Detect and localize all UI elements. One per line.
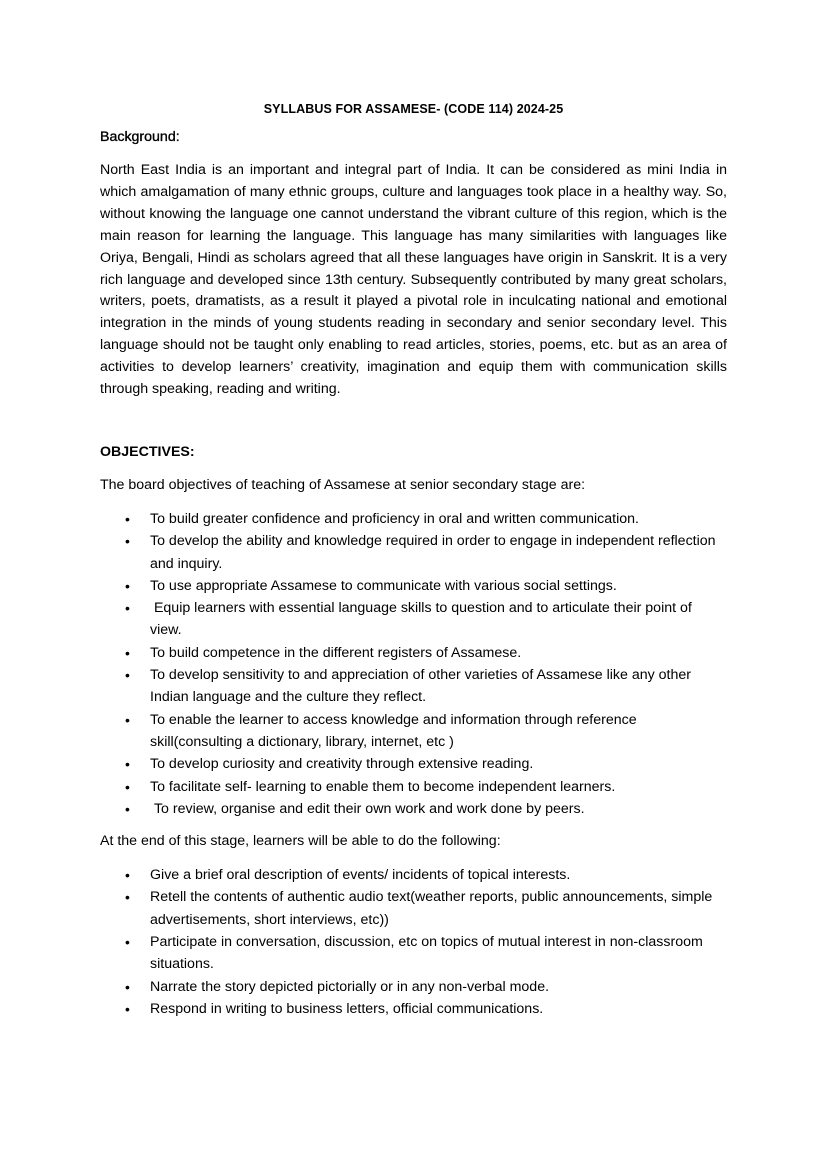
objective-item xyxy=(100,798,727,820)
bullet-icon: • xyxy=(125,600,130,617)
outcomes-intro: At the end of this stage, learners will be able to do the following: xyxy=(100,833,501,850)
bullet-icon: • xyxy=(125,889,130,906)
outcome-item xyxy=(100,931,727,976)
objective-text: To develop sensitivity to and appreciation of other varieties of Assamese like any other Indian language and the culture they reflect. xyxy=(150,667,692,706)
outcome-item xyxy=(100,886,727,931)
objective-text: To enable the learner to access knowledge and information through reference skill(consulting a dictionary, library, internet, etc ) xyxy=(150,711,637,750)
objective-text: To review, organise and edit their own work and work done by peers. xyxy=(150,800,585,817)
outcome-text: Retell the contents of authentic audio text(weather reports, public announcements, simple advertisements, short interviews, etc)) xyxy=(150,889,713,928)
outcome-text: Narrate the story depicted pictorially or in any non-verbal mode. xyxy=(150,978,550,995)
bullet-icon: • xyxy=(125,867,130,884)
objective-text: To build competence in the different registers of Assamese. xyxy=(150,644,522,661)
background-heading: Background: xyxy=(100,129,180,145)
bullet-icon: • xyxy=(125,978,130,995)
objective-item xyxy=(100,753,727,775)
bullet-icon: • xyxy=(125,800,130,817)
objective-text: To develop curiosity and creativity through extensive reading. xyxy=(150,756,534,773)
objective-item xyxy=(100,664,727,709)
objective-item xyxy=(100,575,727,597)
bullet-icon: • xyxy=(125,1000,130,1017)
objectives-heading: OBJECTIVES: xyxy=(100,443,195,460)
objective-text: To develop the ability and knowledge required in order to engage in independent reflection and inquiry. xyxy=(150,533,716,572)
outcomes-list xyxy=(100,864,727,1020)
document-title: SYLLABUS FOR ASSAMESE- (CODE 114) 2024-25 xyxy=(263,102,564,116)
objective-item xyxy=(100,508,727,530)
bullet-icon: • xyxy=(125,577,130,594)
objective-text: To facilitate self- learning to enable them to become independent learners. xyxy=(150,778,616,795)
background-paragraph: North East India is an important and integral part of India. It can be considered as mini India in which amalgamation of many ethnic groups, culture and languages took place in a healthy way. So, without knowing the language one cannot understand the vibrant culture of this region, which is the main reason for learning the language. This language has many similarities with languages like Oriya, Bengali, Hindi as scholars agreed that all these languages have origin in Sanskrit. It is a very rich language and developed since 13th century. Subsequently contributed by many great scholars, writers, poets, dramatists, as a result it played a pivotal role in inculcating national and emotional integration in the minds of young students reading in secondary and senior secondary level. This language should not be taught only enabling to read articles, stories, poems, etc. but as an area of activities to develop learners’ creativity, imagination and equip them with communication skills through speaking, reading and writing. xyxy=(100,162,727,398)
objective-item xyxy=(100,597,727,642)
bullet-icon: • xyxy=(125,778,130,795)
bullet-icon: • xyxy=(125,756,130,773)
outcome-text: Respond in writing to business letters, official communications. xyxy=(150,1000,544,1017)
section-spacer xyxy=(100,401,727,442)
objective-item xyxy=(100,709,727,754)
objective-item xyxy=(100,642,727,664)
objectives-intro: The board objectives of teaching of Assamese at senior secondary stage are: xyxy=(100,476,586,493)
objective-text: To use appropriate Assamese to communicate with various social settings. xyxy=(150,577,617,594)
document-body xyxy=(100,101,727,1031)
bullet-icon: • xyxy=(125,667,130,684)
objective-item xyxy=(100,776,727,798)
objective-text: Equip learners with essential language skills to question and to articulate their point of view. xyxy=(150,600,696,639)
outcome-item xyxy=(100,864,727,886)
bullet-icon: • xyxy=(125,533,130,550)
bullet-icon: • xyxy=(125,510,130,527)
outcome-text: Give a brief oral description of events/ incidents of topical interests. xyxy=(150,867,571,884)
bullet-icon: • xyxy=(125,644,130,661)
outcome-item xyxy=(100,998,727,1020)
objective-text: To build greater confidence and proficiency in oral and written communication. xyxy=(150,510,639,527)
bullet-icon: • xyxy=(125,934,130,951)
bullet-icon: • xyxy=(125,711,130,728)
outcome-item xyxy=(100,976,727,998)
objectives-list xyxy=(100,508,727,820)
objective-item xyxy=(100,530,727,575)
outcome-text: Participate in conversation, discussion, etc on topics of mutual interest in non-classroom situations. xyxy=(150,934,703,973)
